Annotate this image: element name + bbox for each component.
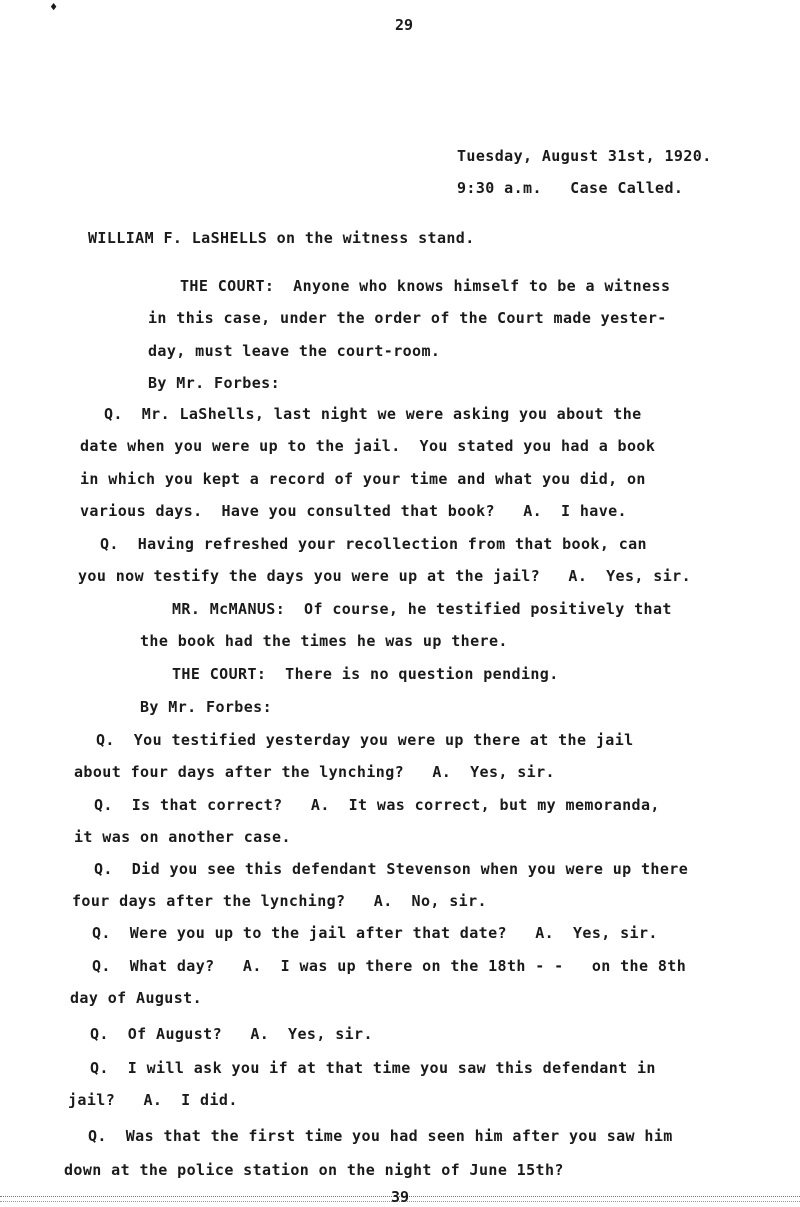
transcript-line: various days. Have you consulted that book? A. I have. (80, 502, 627, 520)
transcript-line: the book had the times he was up there. (140, 632, 508, 650)
transcript-line: Q. Of August? A. Yes, sir. (90, 1025, 373, 1043)
transcript-line: day, must leave the court-room. (148, 342, 441, 360)
transcript-line: down at the police station on the night of June 15th? (64, 1161, 564, 1179)
transcript-line: MR. McMANUS: Of course, he testified positively that (172, 600, 672, 618)
transcript-line: Q. Was that the first time you had seen him after you saw him (88, 1127, 673, 1145)
transcript-line: date when you were up to the jail. You stated you had a book (80, 437, 656, 455)
transcript-line: four days after the lynching? A. No, sir. (72, 892, 487, 910)
header-time: 9:30 a.m. Case Called. (457, 179, 684, 197)
transcript-line: By Mr. Forbes: (140, 698, 273, 716)
transcript-line: Q. You testified yesterday you were up there at the jail (96, 731, 634, 749)
transcript-line: Q. Mr. LaShells, last night we were asking you about the (104, 405, 642, 423)
transcript-line: you now testify the days you were up at the jail? A. Yes, sir. (78, 567, 691, 585)
transcript-line: Q. Having refreshed your recollection from that book, can (100, 535, 647, 553)
header-date: Tuesday, August 31st, 1920. (457, 147, 712, 165)
transcript-line: day of August. (70, 989, 203, 1007)
transcript-line: jail? A. I did. (68, 1091, 238, 1109)
corner-mark: ♦ (50, 0, 58, 14)
transcript-line: By Mr. Forbes: (148, 374, 281, 392)
transcript-line: Q. Were you up to the jail after that date? A. Yes, sir. (92, 924, 658, 942)
transcript-line: in this case, under the order of the Court made yester- (148, 309, 667, 327)
page-number-top: 29 (395, 16, 414, 34)
transcript-line: THE COURT: There is no question pending. (172, 665, 559, 683)
transcript-line: THE COURT: Anyone who knows himself to be a witness (180, 277, 671, 295)
transcript-line: in which you kept a record of your time and what you did, on (80, 470, 646, 488)
transcript-line: WILLIAM F. LaSHELLS on the witness stand. (88, 229, 475, 247)
transcript-line: Q. What day? A. I was up there on the 18th - - on the 8th (92, 957, 687, 975)
transcript-line: Q. I will ask you if at that time you saw this defendant in (90, 1059, 656, 1077)
transcript-line: about four days after the lynching? A. Yes, sir. (74, 763, 555, 781)
transcript-line: it was on another case. (74, 828, 291, 846)
transcript-line: Q. Did you see this defendant Stevenson when you were up there (94, 860, 689, 878)
page-number-bottom: 39 (391, 1188, 410, 1206)
transcript-line: Q. Is that correct? A. It was correct, but my memoranda, (94, 796, 660, 814)
